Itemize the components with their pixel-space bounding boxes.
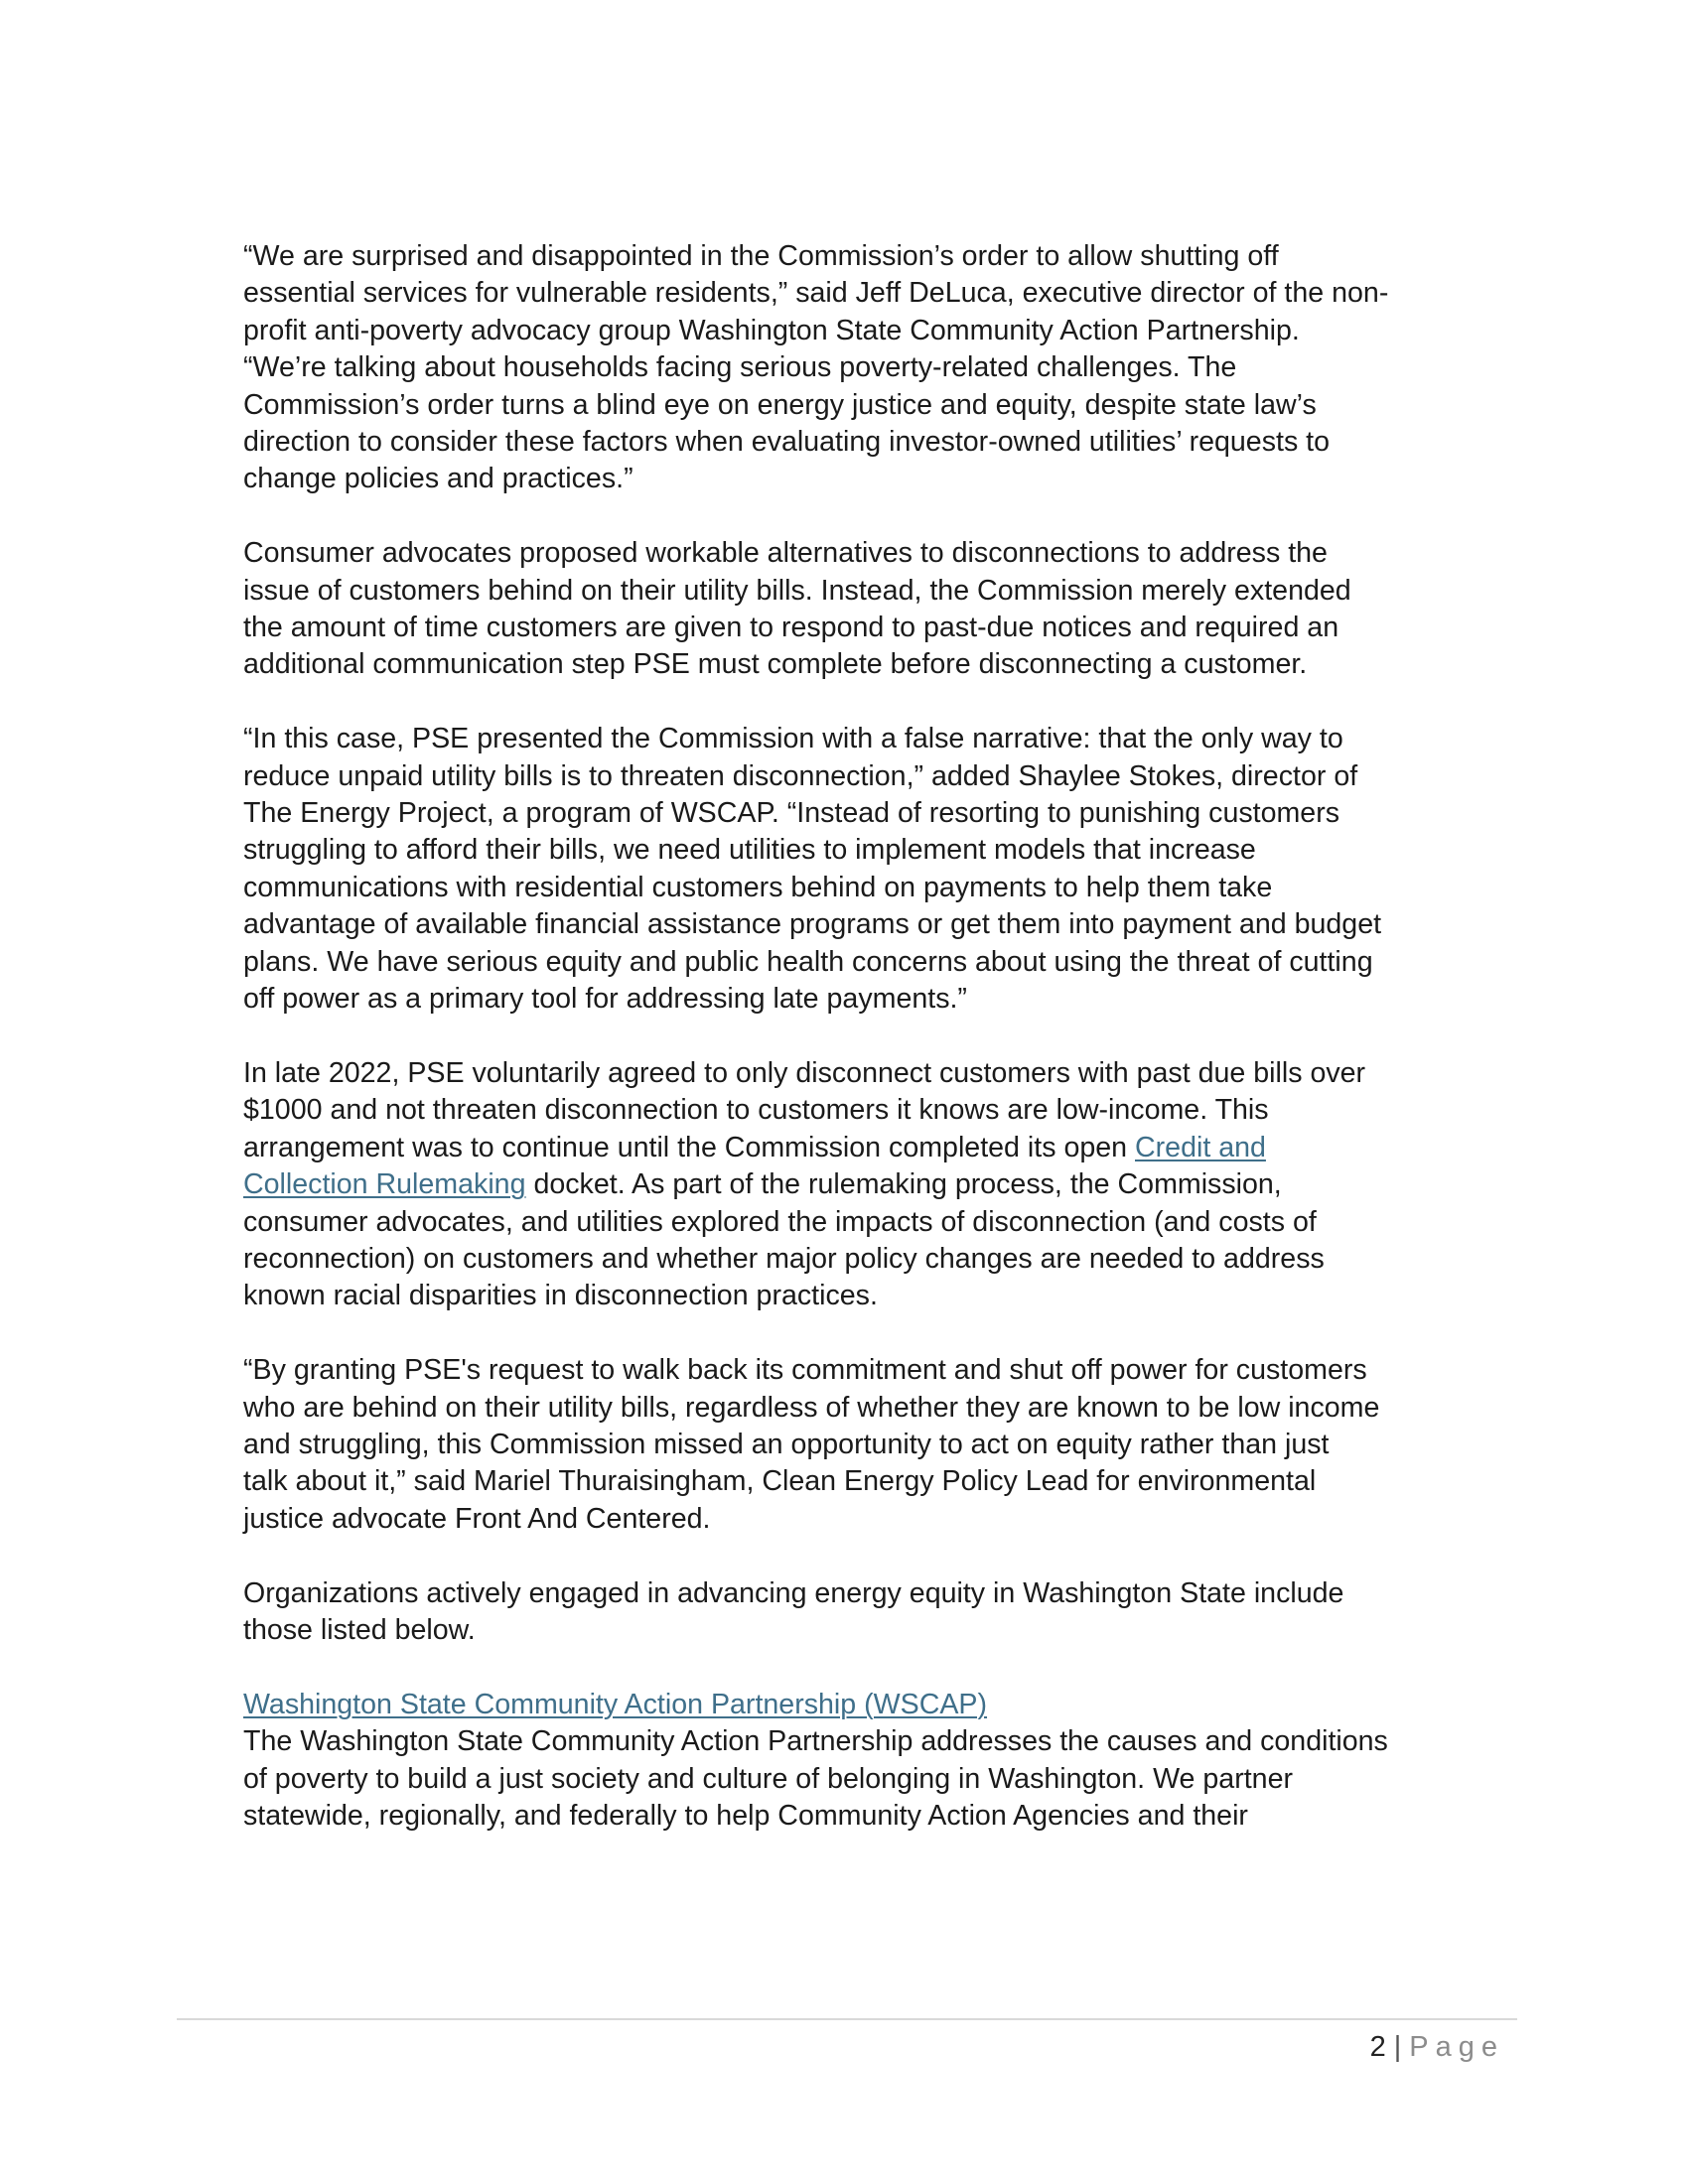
paragraph-consumer-advocates: Consumer advocates proposed workable alternatives to disconnections to address the issue of customers behind on their utility bills. Instead, the Commission merely extended the amount of time customers are given to respond to past-due notices and required an additional communication step PSE must complete before disconnecting a customer. — [243, 537, 1351, 681]
paragraph-deluca-quote: “We are surprised and disappointed in the Commission’s order to allow shutting off essential services for vulnerable residents,” said Jeff DeLuca, executive director of the non- profit anti-poverty advocacy group Washington State Community Action Partnership. “We’re talking about households facing serious poverty-related challenges. The Commission’s order turns a blind eye on energy justice and equity, despite state law’s direction to consider these factors when evaluating investor-owned utilities’ requests to change policies and practices.” — [243, 240, 1389, 495]
paragraph-stokes-quote: “In this case, PSE presented the Commission with a false narrative: that the only way to reduce unpaid utility bills is to threaten disconnection,” added Shaylee Stokes, director of The Energy Project, a program of WSCAP. “Instead of resorting to punishing customers struggling to afford their bills, we need utilities to implement models that increase communications with residential customers behind on payments to help them take advantage of available financial assistance programs or get them into payment and budget plans. We have serious equity and public health concerns about using the threat of cutting off power as a primary tool for addressing late payments.” — [243, 723, 1382, 1016]
paragraph-thuraisingham-quote: “By granting PSE's request to walk back its commitment and shut off power for customers who are behind on their utility bills, regardless of whether they are known to be low income and struggling, this Commission missed an opportunity to act on equity rather than just talk about it,” said Mariel Thuraisingham, Clean Energy Policy Lead for environmental justice advocate Front And Centered. — [243, 1354, 1380, 1535]
paragraph-organizations-intro: Organizations actively engaged in advancing energy equity in Washington State include those listed below. — [243, 1576, 1344, 1646]
footer-separator: | — [1393, 2031, 1402, 2063]
footer-divider — [177, 2018, 1517, 2020]
wscap-link[interactable]: Washington State Community Action Partnership (WSCAP) — [243, 1688, 988, 1720]
document-body — [243, 238, 1435, 1835]
paragraph-text: docket. As part of the rulemaking process, the Commission, consumer advocates, and utilities explored the impacts of disconnection (and costs of reconnection) on customers and whether major policy changes are needed to address known racial disparities in disconnection practices. — [243, 1168, 1325, 1312]
wscap-description: The Washington State Community Action Partnership addresses the causes and conditions of poverty to build a just society and culture of belonging in Washington. We partner statewide, regionally, and federally to help Community Action Agencies and their — [243, 1725, 1388, 1832]
page-label: Page — [1409, 2031, 1504, 2063]
page-footer — [1370, 2029, 1504, 2065]
paragraph-late-2022 — [243, 1055, 1435, 1315]
organization-section — [243, 1687, 1435, 1836]
page-number: 2 — [1369, 2031, 1386, 2063]
paragraph-text: In late 2022, PSE voluntarily agreed to only disconnect customers with past due bills over $1000 and not threaten disconnection to customers it knows are low-income. This arrangement was to continue until the Commission completed its open — [243, 1056, 1366, 1163]
credit-collection-rulemaking-link[interactable]: Credit and Collection Rulemaking — [243, 1131, 1266, 1201]
